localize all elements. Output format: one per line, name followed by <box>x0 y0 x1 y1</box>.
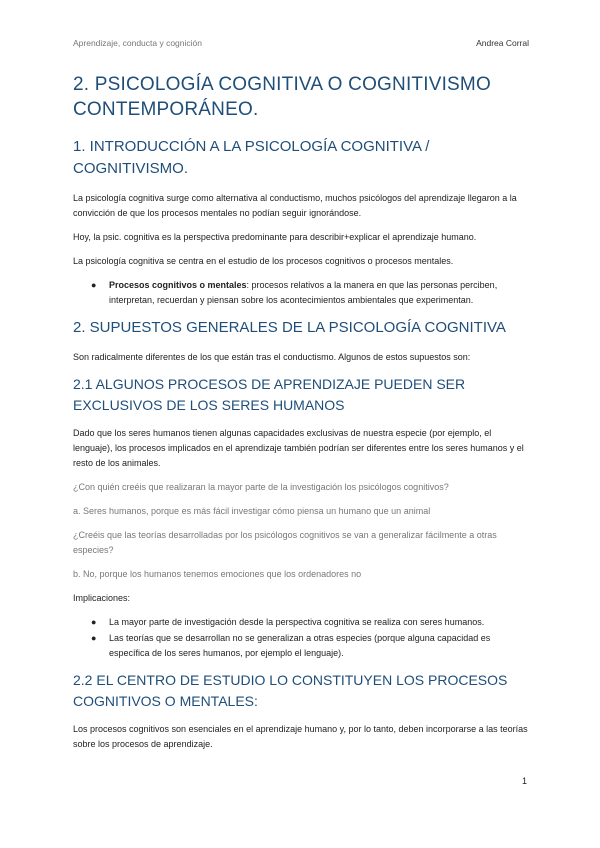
bullet-icon: ● <box>91 617 97 627</box>
bullet-term: Procesos cognitivos o mentales <box>109 280 247 290</box>
section-2-2-heading: 2.2 EL CENTRO DE ESTUDIO LO CONSTITUYEN LOS PROCESOS COGNITIVOS O MENTALES: <box>73 672 508 709</box>
implications-list <box>73 615 531 661</box>
section-1-heading: 1. INTRODUCCIÓN A LA PSICOLOGÍA COGNITIVA / COGNITIVISMO. <box>73 138 430 177</box>
section-1-paragraph-3: La psicología cognitiva se centra en el estudio de los procesos cognitivos o procesos mentales. <box>73 256 454 266</box>
bullet-icon: ● <box>91 633 97 643</box>
question-2: ¿Creéis que las teorías desarrolladas por los psicólogos cognitivos se van a generalizar fácilmente a otras especies? <box>73 530 497 555</box>
section-2-1-heading: 2.1 ALGUNOS PROCESOS DE APRENDIZAJE PUEDEN SER EXCLUSIVOS DE LOS SERES HUMANOS <box>73 376 466 413</box>
section-1-paragraph-1: La psicología cognitiva surge como alternativa al conductismo, muchos psicólogos del aprendizaje llegaron a la convicción de que los procesos mentales no podían seguir ignorándose. <box>73 193 517 218</box>
section-1-bullet-list <box>73 278 531 308</box>
section-2-1-paragraph: Dado que los seres humanos tienen algunas capacidades exclusivas de nuestra especie (por ejemplo, el lenguaje), los procesos implicados en el aprendizaje también podrían ser diferentes entre los seres humanos y el resto de los animales. <box>73 428 524 468</box>
answer-1: a. Seres humanos, porque es más fácil investigar cómo piensa un humano que un animal <box>73 506 431 516</box>
section-1-paragraph-2: Hoy, la psic. cognitiva es la perspectiva predominante para describir+explicar el aprendizaje humano. <box>73 232 477 242</box>
list-item <box>91 631 531 661</box>
document-body <box>73 72 531 761</box>
answer-2: b. No, porque los humanos tenemos emociones que los ordenadores no <box>73 569 362 579</box>
section-2-intro: Son radicalmente diferentes de los que están tras el conductismo. Algunos de estos supuestos son: <box>73 352 471 362</box>
question-1: ¿Con quién creéis que realizaran la mayor parte de la investigación los psicólogos cognitivos? <box>73 482 449 492</box>
list-item <box>91 615 531 630</box>
bullet-definition: : procesos relativos a la manera en que las personas perciben, interpretan, recuerdan y piensan sobre los acontecimientos ambientales que experimentan. <box>109 280 498 305</box>
section-2-heading: 2. SUPUESTOS GENERALES DE LA PSICOLOGÍA COGNITIVA <box>73 319 506 336</box>
implications-label: Implicaciones: <box>73 593 131 603</box>
implication-text: La mayor parte de investigación desde la perspectiva cognitiva se realiza con seres humanos. <box>109 617 485 627</box>
header-course-title: Aprendizaje, conducta y cognición <box>73 38 202 48</box>
implication-text: Las teorías que se desarrollan no se generalizan a otras especies (porque alguna capacidad es específica de los seres humanos, por ejemplo el lenguaje). <box>109 633 491 658</box>
bullet-icon: ● <box>91 280 97 290</box>
section-2-2-paragraph: Los procesos cognitivos son esenciales en el aprendizaje humano y, por lo tanto, deben incorporarse a las teorías sobre los procesos de aprendizaje. <box>73 724 528 749</box>
header-author: Andrea Corral <box>476 38 529 48</box>
page-title: 2. PSICOLOGÍA COGNITIVA O COGNITIVISMO CONTEMPORÁNEO. <box>73 74 491 120</box>
list-item <box>91 278 531 308</box>
page-number: 1 <box>521 776 527 786</box>
